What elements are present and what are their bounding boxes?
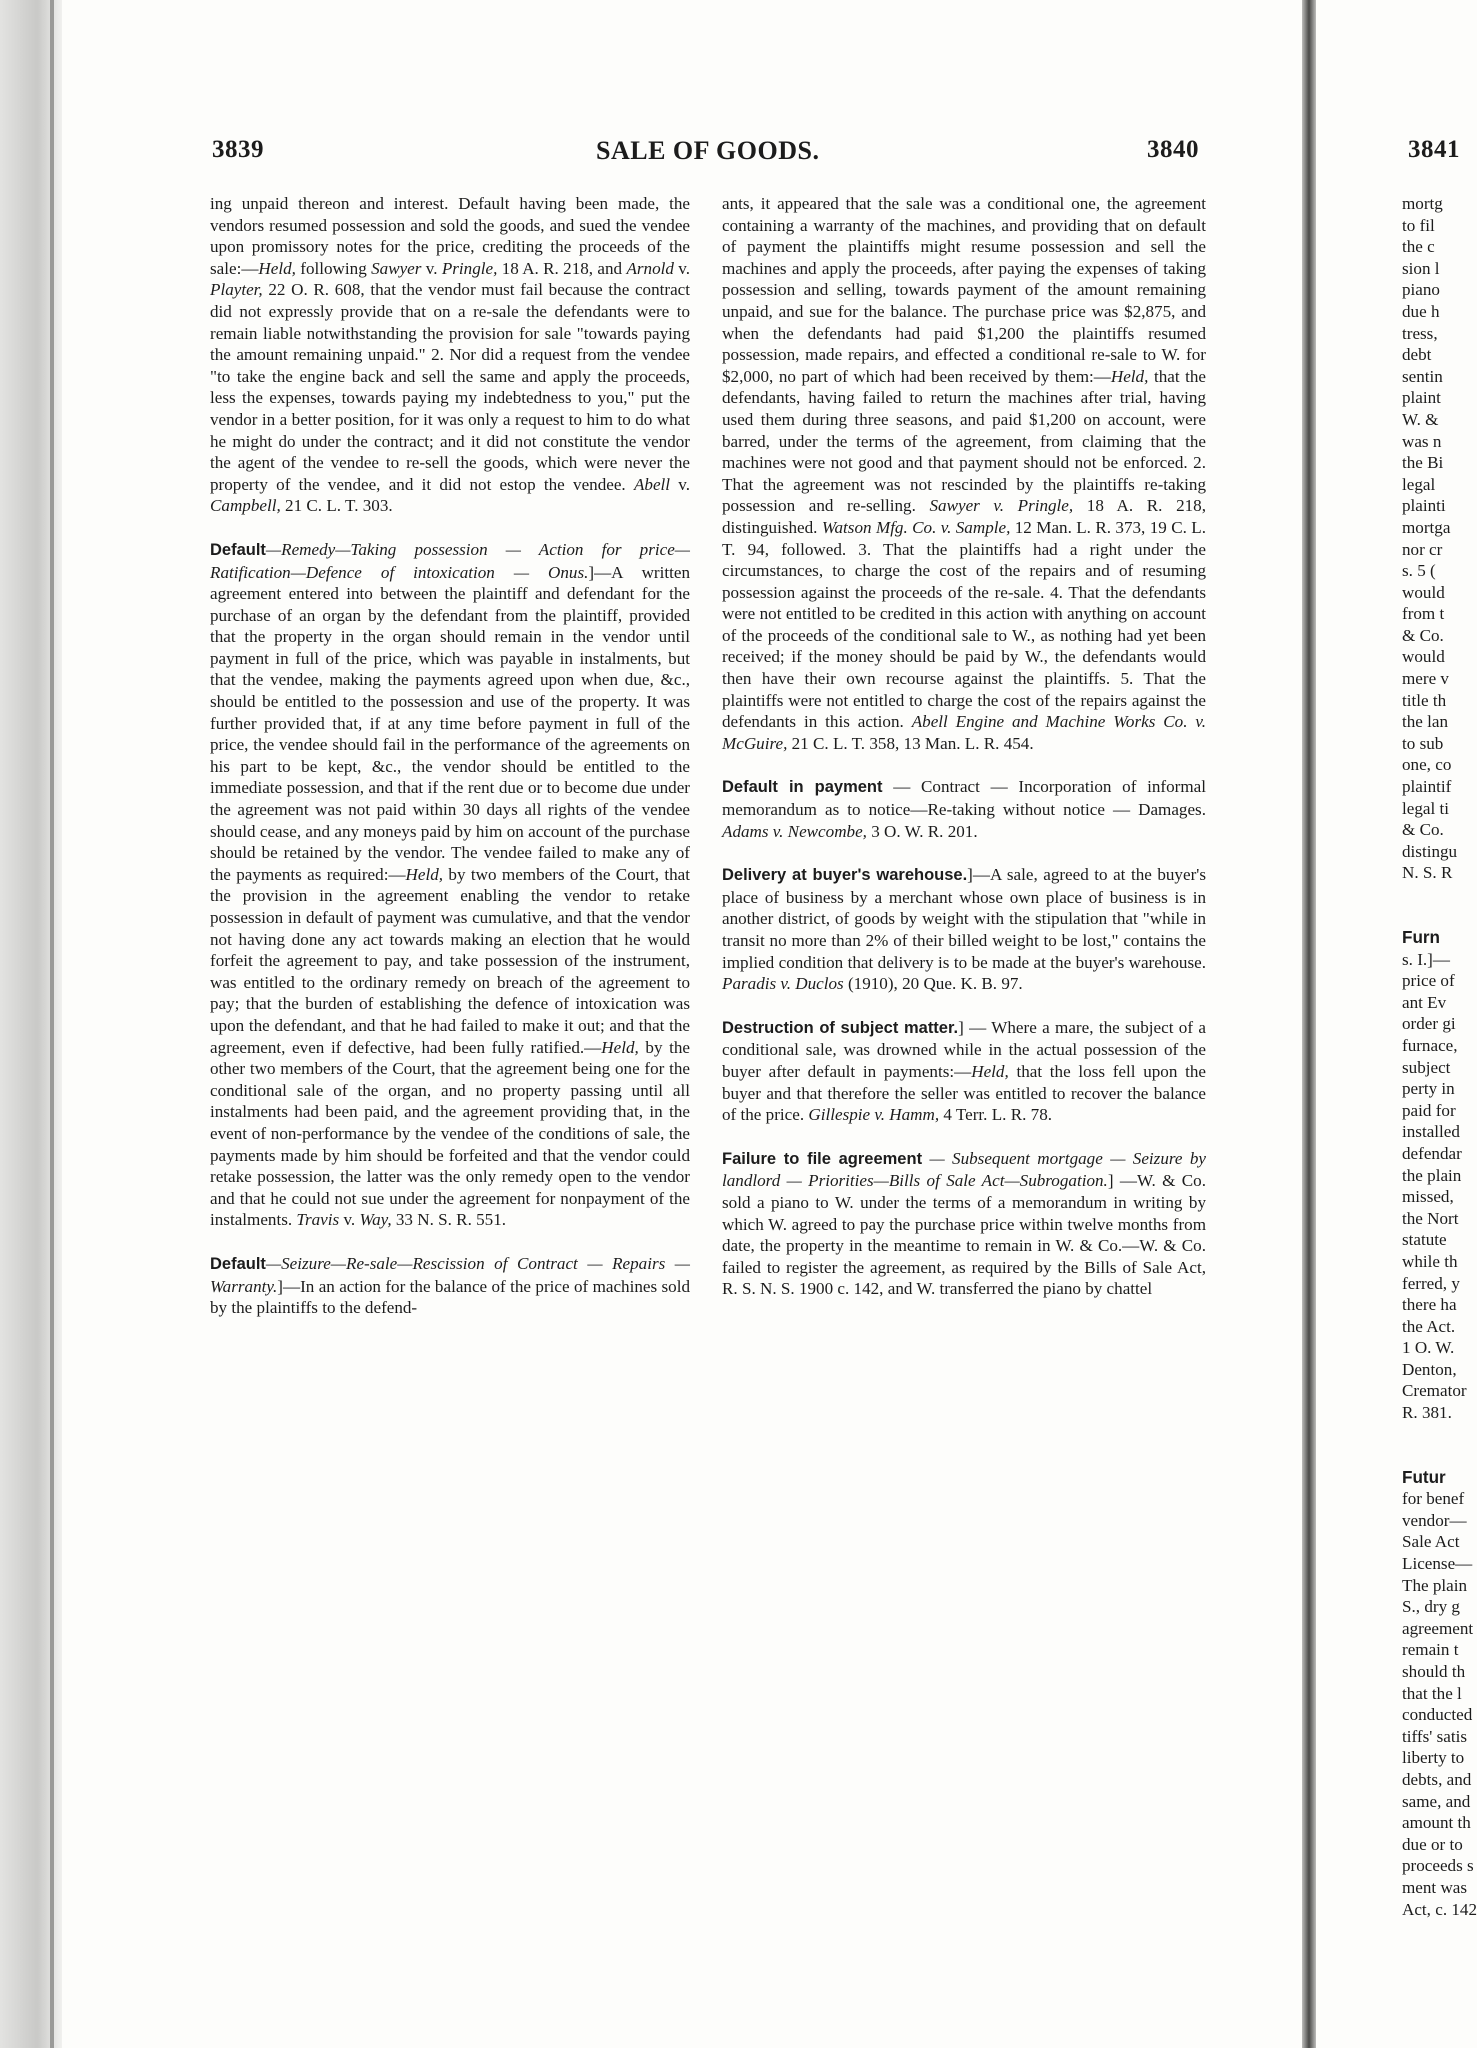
text-line-fragment: was n — [1402, 431, 1442, 451]
text-line-fragment: R. 381. — [1402, 1403, 1452, 1423]
paragraph: ing unpaid thereon and interest. Default having been made, the vendors resumed possession and sold the goods, and sued the vendee upon promissory notes for the price, crediting the proceeds of the sale:—Held, following Sawyer v. Pringle, 18 A. R. 218, and Arnold v. Playter, 22 O. R. 608, that the vendor must fail because the contract did not expressly provide that on a re-sale the defendants were to remain liable notwithstanding the provision for sale "towards paying the amount remaining unpaid." 2. Nor did a request from the vendee "to take the engine back and sell the same and apply the proceeds, less the expenses, towards paying my indebtedness to you," put the vendor in a better position, for it was only a request to him to do what he might do under the contract; and it did not constitute the vendor the agent of the vendee to re-sell the goods, which were never the property of the vendee, and it did not estop the vendee. Abell v. Campbell, 21 C. L. T. 303. — [210, 194, 690, 516]
text-line-fragment: plainti — [1402, 496, 1446, 516]
text-line-fragment: amount th — [1402, 1813, 1471, 1833]
text-line-fragment: installed — [1402, 1122, 1460, 1142]
page-number-left: 3839 — [212, 136, 264, 163]
text-line-fragment: mortga — [1402, 517, 1451, 537]
text-line-fragment: paid for — [1402, 1100, 1456, 1120]
text-line-fragment: title th — [1402, 690, 1447, 710]
text-line-fragment: Act, c. 142 — [1402, 1899, 1477, 1919]
text-line-fragment: ant Ev — [1402, 992, 1447, 1012]
digest-entry: Failure to file agreement — Subsequent mortgage — Seizure by landlord — Priorities—Bills of Sale Act—Subrogation.] —W. & Co. sold a piano to W. under the terms of a memorandum in writing by which W. agreed to pay the purchase price within twelve months from date, the property in the meantime to remain in W. & Co.—W. & Co. failed to register the agreement, as required by the Bills of Sale Act, R. S. N. S. 1900 c. 142, and W. transferred the piano by chattel — [722, 1148, 1206, 1299]
text-line-fragment: nor cr — [1402, 539, 1443, 559]
text-line-fragment: & Co. — [1402, 820, 1444, 840]
text-line-fragment: ment was — [1402, 1877, 1468, 1897]
text-column-1 — [210, 193, 690, 1319]
text-line-fragment: Sale Act — [1402, 1532, 1460, 1552]
text-line-fragment: debt — [1402, 345, 1432, 365]
text-line-fragment: defendar — [1402, 1143, 1462, 1163]
text-line-fragment: W. & — [1402, 409, 1439, 429]
text-line-fragment: statute — [1402, 1230, 1447, 1250]
text-line-fragment: vendor— — [1402, 1510, 1467, 1530]
entry-heading: Default — [210, 540, 266, 559]
text-line-fragment: legal — [1402, 474, 1436, 494]
running-title: SALE OF GOODS. — [596, 136, 820, 165]
text-line-fragment: S., dry g — [1402, 1597, 1460, 1617]
text-line-fragment: mere v — [1402, 669, 1449, 689]
text-line-fragment: from t — [1402, 604, 1445, 624]
text-line-fragment: s. I.]— — [1402, 949, 1450, 969]
text-line-fragment: the c — [1402, 237, 1435, 257]
digest-entry: Default in payment — Contract — Incorporation of informal memorandum as to notice—Re-taking without notice — Damages. Adams v. Newcombe, 3 O. W. R. 201. — [722, 777, 1206, 841]
entry-heading-fragment: Furn — [1402, 928, 1440, 947]
text-line-fragment: 1 O. W. — [1402, 1338, 1455, 1358]
text-line-fragment: s. 5 ( — [1402, 561, 1436, 581]
text-line-fragment: ferred, y — [1402, 1273, 1460, 1293]
text-line-fragment: should th — [1402, 1662, 1466, 1681]
entry-heading: Delivery at buyer's warehouse. — [722, 866, 968, 885]
spacer — [1402, 884, 1462, 927]
entry-heading-fragment: Futur — [1402, 1467, 1446, 1487]
text-line-fragment: perty in — [1402, 1079, 1455, 1099]
text-line-fragment: while th — [1402, 1251, 1458, 1271]
text-line-fragment: for benef — [1402, 1489, 1465, 1509]
text-line-fragment: the plain — [1402, 1165, 1462, 1185]
text-line-fragment: plaintif — [1402, 777, 1452, 797]
page-number-next: 3841 — [1408, 136, 1460, 163]
text-line-fragment: due h — [1402, 301, 1440, 321]
text-line-fragment: Denton, — [1402, 1359, 1457, 1379]
page-gutter-edge — [1302, 0, 1316, 2048]
paragraph: ants, it appeared that the sale was a conditional one, the agreement containing a warranty of the machines, and providing that on default of payment the plaintiffs might resume possession and sell the machines and apply the proceeds, after paying the expenses of taking possession and selling, towards payment of the amount remaining unpaid, and sue for the balance. The purchase price was $2,875, and when the defendants had paid $1,200 the plaintiffs resumed possession, made repairs, and effected a conditional re-sale to W. for $2,000, no part of which had been received by them:—Held, that the defendants, having failed to return the machines after trial, having used them during three seasons, and paid $1,200 on account, were barred, under the terms of the agreement, from claiming that the machines were not good and that payment should not be enforced. 2. That the agreement was not rescinded by the plaintiffs re-taking possession and re-selling. Sawyer v. Pringle, 18 A. R. 218, distinguished. Watson Mfg. Co. v. Sample, 12 Man. L. R. 373, 19 C. L. T. 94, followed. 3. That the plaintiffs had a right under the circumstances, to charge the cost of the repairs and of resuming possession against the proceeds of the re-sale. 4. That the defendants were not entitled to be credited in this action with anything on account of the proceeds of the conditional sale to W., as nothing had yet been received; if the money should be paid by W., the defendants would then have their own recourse against the plaintiffs. 5. That the plaintiffs were not entitled to charge the cost of the repairs against the defendants in this action. Abell Engine and Machine Works Co. v. McGuire, 21 C. L. T. 358, 13 Man. L. R. 454. — [722, 194, 1207, 753]
text-column-2 — [722, 193, 1206, 1300]
text-line-fragment: proceeds s — [1402, 1856, 1474, 1876]
text-line-fragment: agreement — [1402, 1618, 1474, 1638]
text-line-fragment: would — [1402, 647, 1445, 667]
text-line-fragment: N. S. R — [1402, 863, 1453, 883]
text-line-fragment: the Bi — [1402, 453, 1444, 473]
text-line-fragment: liberty to — [1402, 1748, 1465, 1768]
text-line-fragment: mortg — [1402, 194, 1443, 213]
digest-entry: Delivery at buyer's warehouse.]—A sale, agreed to at the buyer's place of business by a merchant whose own place of business is in another district, of goods by weight with the stipulation that "while in transit no more than 2% of their billed weight to be lost," contains the implied condition that delivery is to be made at the buyer's warehouse. Paradis v. Duclos (1910), 20 Que. K. B. 97. — [722, 865, 1206, 994]
text-line-fragment: furnace, — [1402, 1035, 1458, 1055]
text-line-fragment: & Co. — [1402, 625, 1444, 645]
text-line-fragment: to sub — [1402, 733, 1444, 753]
text-line-fragment: to fil — [1402, 215, 1435, 235]
digest-entry: Default—Remedy—Taking possession — Action for price—Ratification—Defence of intoxication — Onus.]—A written agreement entered into between the plaintiff and defendant for the purchase of an organ by the defendant from the plaintiff, provided that the property in the organ should remain in the vendor until payment in full of the price, which was payable in instalments, but that the vendee, making the payments agreed upon when due, &c., should be entitled to the possession and use of the property. It was further provided that, if at any time before payment in full of the price, the vendee should fail in the performance of the agreements on his part to be kept, &c., the vendor should be entitled to the immediate possession, and that if the rent due or to become due under the agreement was not paid within 30 days all rights of the vendee should cease, and any moneys paid by him on account of the purchase should be retained by the vendor. The vendee failed to make any of the payments as required:—Held, by two members of the Court, that the provision in the agreement enabling the vendor to retake possession in default of payment was cumulative, and that the vendor not having done any act towards making an election that he would forfeit the agreement to pay, and take possession of the instrument, was entitled to the ordinary remedy on breach of the agreement to pay; that the burden of establishing the defence of intoxication was upon the defendant, and that he had failed to make it out; and that the agreement, even if defective, had been fully ratified.—Held, by the other two members of the Court, that the agreement being one for the conditional sale of the organ, and no property passing until all instalments had been paid, and the agreement providing that, in the event of non-performance by the vendee of the conditions of sale, the payments made by him should be forfeited and that the vendor could retake possession, the latter was the only remedy open to the vendor and that he could not sue under the agreement for nonpayment of the instalments. Travis v. Way, 33 N. S. R. 551. — [210, 539, 691, 1230]
text-line-fragment: tiffs' satis — [1402, 1726, 1467, 1746]
entry-heading: Default in payment — [722, 778, 883, 797]
spacer — [1402, 1424, 1462, 1467]
text-line-fragment: would — [1402, 582, 1445, 602]
text-line-fragment: there ha — [1402, 1295, 1457, 1315]
entry-heading: Default — [210, 1254, 266, 1273]
text-line-fragment: plaint — [1402, 388, 1441, 408]
digest-entry: Destruction of subject matter.] — Where a mare, the subject of a conditional sale, was drowned while in the actual possession of the buyer after default in payments:—Held, that the loss fell upon the buyer and that therefore the seller was entitled to recover the balance of the price. Gillespie v. Hamm, 4 Terr. L. R. 78. — [722, 1017, 1207, 1125]
text-line-fragment: order gi — [1402, 1014, 1456, 1034]
text-line-fragment: due or to — [1402, 1834, 1463, 1854]
page-number-right: 3840 — [1147, 136, 1199, 163]
text-line-fragment: License— — [1402, 1554, 1473, 1574]
text-line-fragment: sion l — [1402, 258, 1440, 278]
text-line-fragment: debts, and — [1402, 1769, 1472, 1789]
text-line-fragment: the Nort — [1402, 1208, 1459, 1228]
text-line-fragment: price of — [1402, 971, 1455, 991]
text-line-fragment: the Act. — [1402, 1316, 1456, 1336]
text-line-fragment: piano — [1402, 280, 1440, 300]
text-line-fragment: that the l — [1402, 1683, 1462, 1703]
text-line-fragment: legal ti — [1402, 798, 1449, 818]
entry-heading: Failure to file agreement — [722, 1149, 923, 1168]
text-line-fragment: tress, — [1402, 323, 1438, 343]
text-line-fragment: one, co — [1402, 755, 1452, 775]
text-line-fragment: remain t — [1402, 1640, 1459, 1660]
text-line-fragment: Cremator — [1402, 1381, 1467, 1401]
text-line-fragment: The plain — [1402, 1575, 1468, 1595]
text-line-fragment: subject — [1402, 1057, 1451, 1077]
text-column-3-cropped — [1402, 193, 1477, 1920]
text-line-fragment: the lan — [1402, 712, 1449, 732]
text-line-fragment: distingu — [1402, 841, 1458, 861]
text-line-fragment: same, and — [1402, 1791, 1471, 1811]
digest-entry: Default—Seizure—Re-sale—Rescission of Contract — Repairs — Warranty.]—In an action for the balance of the price of machines sold by the plaintiffs to the defend- — [210, 1253, 690, 1318]
text-line-fragment: missed, — [1402, 1187, 1454, 1207]
scan-binding-line — [50, 0, 54, 2048]
entry-heading: Destruction of subject matter. — [722, 1018, 959, 1037]
text-line-fragment: sentin — [1402, 366, 1443, 386]
text-line-fragment: conducted — [1402, 1705, 1473, 1725]
